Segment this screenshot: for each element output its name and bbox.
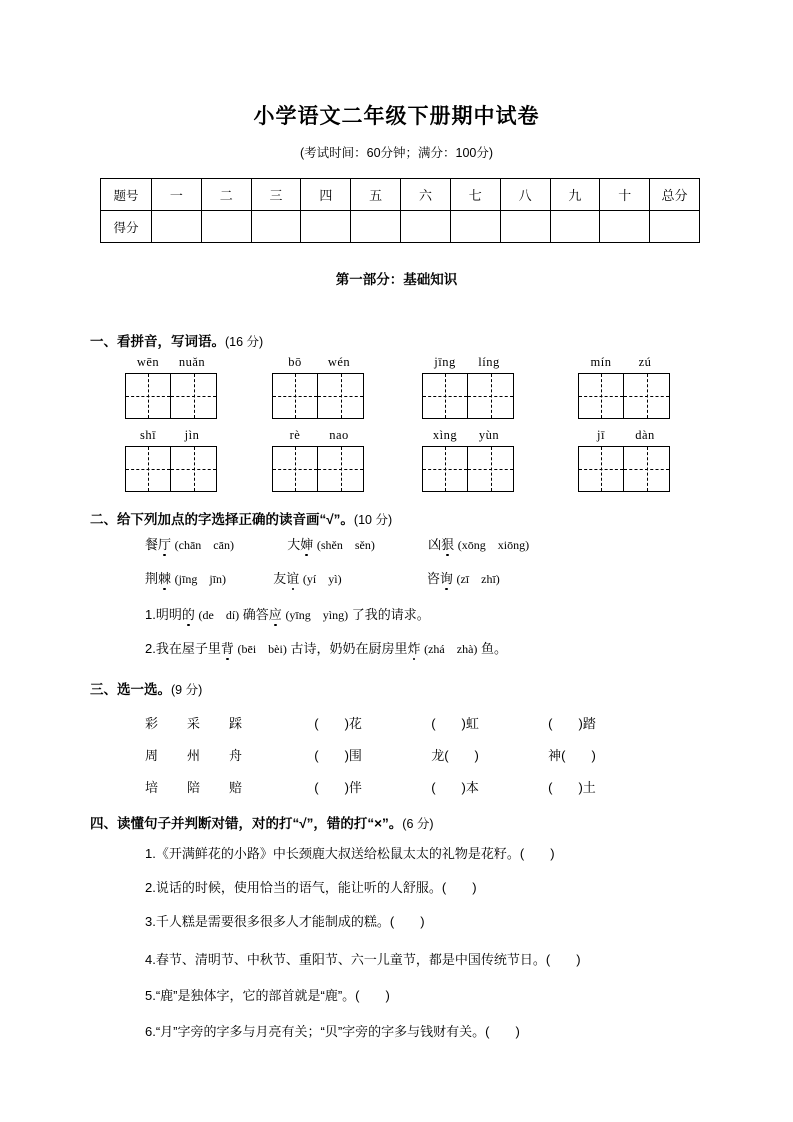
- pinyin-label-7: [422, 428, 514, 443]
- sentence-dot-char-2: 炸: [407, 638, 420, 657]
- section-two-points: (10 分): [353, 513, 393, 527]
- blank-group-5[interactable]: [431, 748, 479, 763]
- pinyin-syllable-2a: bō: [288, 355, 302, 369]
- sentence-dot-char-1: 的: [182, 604, 195, 623]
- word-item-xionghen: [428, 537, 529, 552]
- grid-cell[interactable]: [579, 447, 624, 491]
- blank-word: 伴: [348, 780, 362, 795]
- grid-cell[interactable]: [579, 374, 624, 418]
- score-cell-6[interactable]: [401, 211, 451, 243]
- grid-cell[interactable]: [423, 447, 468, 491]
- section-three-heading: [90, 678, 202, 698]
- score-table-col-6: 六: [401, 179, 451, 211]
- section-one-heading: [90, 330, 263, 350]
- item-number: 6.: [145, 1024, 156, 1039]
- score-cell-2[interactable]: [201, 211, 251, 243]
- score-cell-10[interactable]: [600, 211, 650, 243]
- item-number: 4.: [145, 952, 156, 967]
- section-one-points: (16 分): [225, 335, 264, 349]
- answer-blank[interactable]: ( ): [519, 846, 555, 861]
- char-option: 州: [187, 748, 201, 763]
- section-four-item-3: [145, 911, 425, 930]
- pinyin-syllable-4a: mín: [590, 355, 612, 369]
- section-four-item-6: [145, 1021, 520, 1040]
- char-option: 陪: [187, 780, 201, 795]
- writing-grid-6[interactable]: [272, 446, 364, 492]
- char-option: 周: [145, 748, 159, 763]
- pinyin-syllable-6b: nao: [329, 428, 349, 442]
- blank-group-2[interactable]: [431, 716, 479, 731]
- answer-blank[interactable]: ( ): [431, 780, 466, 795]
- blank-group-3[interactable]: [548, 716, 596, 731]
- exam-subtitle: (考试时间：60分钟；满分：100分): [299, 146, 494, 160]
- sentence-seg2: 确答: [242, 607, 269, 622]
- item-text: “鹿”是独体字，它的部首就是“鹿”。: [155, 988, 356, 1003]
- word-choices[interactable]: (jīng jīn): [174, 572, 226, 586]
- grid-cell[interactable]: [468, 374, 513, 418]
- pinyin-label-5: [125, 428, 217, 443]
- blank-word: 虹: [465, 716, 479, 731]
- score-table-col-3: 三: [251, 179, 301, 211]
- sentence-seg3: 鱼。: [481, 641, 508, 656]
- grid-cell[interactable]: [126, 447, 171, 491]
- section-two-sentence-2: [145, 638, 507, 657]
- score-cell-8[interactable]: [500, 211, 550, 243]
- answer-blank[interactable]: ( ): [485, 1024, 520, 1039]
- word-dot-char: 厅: [158, 534, 171, 553]
- sentence-choices-1[interactable]: (bēi bèi): [237, 642, 287, 656]
- pinyin-syllable-7b: yùn: [478, 428, 500, 442]
- score-cell-5[interactable]: [351, 211, 401, 243]
- sentence-number: 2.: [145, 641, 156, 656]
- score-table-col-8: 八: [500, 179, 550, 211]
- pinyin-syllable-6a: rè: [289, 428, 301, 442]
- section-four-points: (6 分): [402, 817, 434, 831]
- section-three-row-1: [145, 713, 596, 732]
- item-number: 2.: [145, 880, 156, 895]
- item-text: 千人糕是需要很多很多人才能制成的糕。: [155, 914, 390, 929]
- char-option: 采: [187, 716, 201, 731]
- word-pre: 大: [287, 537, 301, 552]
- score-table-col-7: 七: [450, 179, 500, 211]
- writing-grid-2[interactable]: [272, 373, 364, 419]
- score-table-col-total: 总分: [650, 179, 700, 211]
- section-four-item-1: [145, 843, 555, 862]
- section-two-word-row-1: [145, 534, 529, 553]
- pinyin-label-4: [578, 355, 670, 370]
- word-choices[interactable]: (shěn sěn): [316, 538, 375, 552]
- pinyin-syllable-3a: jīng: [434, 355, 456, 369]
- blank-word: 踏: [582, 716, 596, 731]
- sentence-choices-2[interactable]: (zhá zhà): [424, 642, 478, 656]
- grid-cell[interactable]: [624, 374, 669, 418]
- item-number: 5.: [145, 988, 156, 1003]
- score-table-row-label-score: 得分: [101, 211, 152, 243]
- grid-cell[interactable]: [171, 374, 216, 418]
- sentence-seg1: 明明: [155, 607, 182, 622]
- section-two-title: 二、给下列加点的字选择正确的读音画“√”。: [90, 512, 354, 527]
- sentence-choices-1[interactable]: (de dí): [198, 608, 240, 622]
- score-table-col-2: 二: [201, 179, 251, 211]
- sentence-seg1: 我在屋子里: [155, 641, 221, 656]
- answer-blank[interactable]: ( ): [314, 716, 349, 731]
- item-text: 说话的时候，使用恰当的语气，能让听的人舒服。: [155, 880, 442, 895]
- score-table-row-label: 题号: [101, 179, 152, 211]
- score-cell-3[interactable]: [251, 211, 301, 243]
- answer-blank[interactable]: ( ): [355, 988, 390, 1003]
- grid-cell[interactable]: [423, 374, 468, 418]
- section-two-heading: [90, 508, 392, 528]
- pinyin-group-1: [125, 355, 217, 419]
- char-option: 赔: [229, 780, 243, 795]
- score-table-col-5: 五: [351, 179, 401, 211]
- grid-cell[interactable]: [624, 447, 669, 491]
- pinyin-group-3: [422, 355, 514, 419]
- pinyin-group-7: [422, 428, 514, 492]
- score-table: [100, 178, 700, 243]
- word-item-youyi: [273, 571, 341, 586]
- sentence-number: 1.: [145, 607, 156, 622]
- answer-blank[interactable]: ( ): [548, 716, 583, 731]
- blank-group-7[interactable]: [314, 780, 362, 795]
- answer-blank[interactable]: ( ): [545, 952, 581, 967]
- writing-grid-8[interactable]: [578, 446, 670, 492]
- answer-blank[interactable]: ( ): [444, 748, 479, 763]
- pinyin-syllable-1a: wēn: [136, 355, 160, 369]
- pinyin-syllable-7a: xìng: [432, 428, 458, 442]
- blank-word: 土: [582, 780, 596, 795]
- blank-word: 龙: [431, 748, 445, 763]
- pinyin-syllable-2b: wén: [327, 355, 351, 369]
- answer-blank[interactable]: ( ): [561, 748, 596, 763]
- section-four-item-2: [145, 877, 477, 896]
- item-text: 春节、清明节、中秋节、重阳节、六一儿童节，都是中国传统节日。: [155, 952, 546, 967]
- part-one-heading: 第一部分：基础知识: [335, 272, 458, 287]
- writing-grid-1[interactable]: [125, 373, 217, 419]
- pinyin-syllable-5b: jìn: [184, 428, 200, 442]
- word-dot-char: 棘: [158, 568, 171, 587]
- blank-word: 本: [465, 780, 479, 795]
- grid-cell[interactable]: [273, 447, 318, 491]
- score-table-col-10: 十: [600, 179, 650, 211]
- word-choices[interactable]: (xōng xiōng): [457, 538, 530, 552]
- section-three-title: 三、选一选。: [90, 682, 171, 697]
- word-item-zixun: [427, 571, 500, 586]
- answer-blank[interactable]: ( ): [314, 748, 349, 763]
- word-item-jingji: [145, 571, 226, 586]
- table-row-header: [101, 179, 700, 211]
- pinyin-label-6: [272, 428, 364, 443]
- word-dot-char: 狠: [441, 534, 454, 553]
- word-pre: 咨: [426, 571, 440, 586]
- section-three-row-2: [145, 745, 596, 764]
- pinyin-syllable-1b: nuǎn: [178, 355, 206, 369]
- sentence-dot-char-1: 背: [221, 638, 234, 657]
- word-item-canting: [145, 537, 234, 552]
- score-cell-1[interactable]: [152, 211, 202, 243]
- item-number: 1.: [145, 846, 156, 861]
- word-pre: 友: [273, 571, 287, 586]
- score-cell-7[interactable]: [450, 211, 500, 243]
- word-choices[interactable]: (yí yì): [302, 572, 342, 586]
- grid-cell[interactable]: [318, 447, 363, 491]
- char-options-3: [145, 780, 271, 795]
- pinyin-label-2: [272, 355, 364, 370]
- pinyin-label-3: [422, 355, 514, 370]
- char-option: 培: [145, 780, 159, 795]
- pinyin-label-8: [578, 428, 670, 443]
- word-dot-char: 谊: [286, 568, 299, 587]
- pinyin-syllable-8b: dàn: [635, 428, 655, 442]
- writing-grid-7[interactable]: [422, 446, 514, 492]
- blank-group-6[interactable]: [548, 748, 596, 763]
- writing-grid-5[interactable]: [125, 446, 217, 492]
- grid-cell[interactable]: [468, 447, 513, 491]
- score-cell-9[interactable]: [550, 211, 600, 243]
- section-two-sentence-1: [145, 604, 430, 623]
- blank-group-9[interactable]: [548, 780, 596, 795]
- pinyin-group-6: [272, 428, 364, 492]
- pinyin-syllable-3b: líng: [478, 355, 500, 369]
- grid-cell[interactable]: [273, 374, 318, 418]
- word-pre: 凶: [428, 537, 442, 552]
- pinyin-group-4: [578, 355, 670, 419]
- pinyin-syllable-4b: zú: [638, 355, 652, 369]
- section-four-title: 四、读懂句子并判断对错，对的打“√”，错的打“×”。: [90, 816, 403, 831]
- char-options-2: [145, 748, 271, 763]
- word-dot-char: 询: [440, 568, 453, 587]
- char-option: 彩: [145, 716, 159, 731]
- table-row-score: [101, 211, 700, 243]
- item-text: 《开满鲜花的小路》中长颈鹿大叔送给松鼠太太的礼物是花籽。: [155, 846, 520, 861]
- section-one-title: 一、看拼音，写词语。: [90, 334, 225, 349]
- word-pre: 餐: [145, 537, 159, 552]
- score-table-col-9: 九: [550, 179, 600, 211]
- blank-group-4[interactable]: [314, 748, 362, 763]
- word-dot-char: 婶: [300, 534, 313, 553]
- pinyin-label-1: [125, 355, 217, 370]
- word-pre: 荆: [145, 571, 159, 586]
- answer-blank[interactable]: ( ): [431, 716, 466, 731]
- pinyin-group-5: [125, 428, 217, 492]
- answer-blank[interactable]: ( ): [389, 914, 425, 929]
- item-number: 3.: [145, 914, 156, 929]
- blank-group-8[interactable]: [431, 780, 479, 795]
- blank-group-1[interactable]: [314, 716, 362, 731]
- word-item-dashen: [287, 537, 375, 552]
- word-choices[interactable]: (zī zhī): [456, 572, 500, 586]
- section-two-word-row-2: [145, 568, 500, 587]
- grid-cell[interactable]: [171, 447, 216, 491]
- section-four-item-5: [145, 985, 390, 1004]
- section-four-heading: [90, 812, 434, 832]
- blank-word: 花: [348, 716, 362, 731]
- section-three-row-3: [145, 777, 596, 796]
- score-table-col-4: 四: [301, 179, 351, 211]
- item-text: “月”字旁的字多与月亮有关；“贝”字旁的字多与钱财有关。: [155, 1024, 486, 1039]
- section-four-item-4: [145, 949, 581, 968]
- score-cell-total[interactable]: [650, 211, 700, 243]
- sentence-seg3: 了我的请求。: [351, 607, 430, 622]
- answer-blank[interactable]: ( ): [314, 780, 349, 795]
- pinyin-group-2: [272, 355, 364, 419]
- writing-grid-4[interactable]: [578, 373, 670, 419]
- char-option: 舟: [229, 748, 243, 763]
- char-option: 踩: [229, 716, 243, 731]
- sentence-dot-char-2: 应: [269, 604, 282, 623]
- word-choices[interactable]: (chān cān): [174, 538, 234, 552]
- char-options-1: [145, 716, 271, 731]
- score-table-col-1: 一: [152, 179, 202, 211]
- blank-word: 围: [348, 748, 362, 763]
- pinyin-syllable-8a: jī: [597, 428, 605, 442]
- pinyin-syllable-5a: shī: [139, 428, 157, 442]
- answer-blank[interactable]: ( ): [548, 780, 583, 795]
- page-title: 小学语文二年级下册期中试卷: [253, 105, 540, 128]
- answer-blank[interactable]: ( ): [441, 880, 477, 895]
- grid-cell[interactable]: [318, 374, 363, 418]
- score-cell-4[interactable]: [301, 211, 351, 243]
- sentence-choices-2[interactable]: (yīng yìng): [285, 608, 349, 622]
- writing-grid-3[interactable]: [422, 373, 514, 419]
- section-three-points: (9 分): [171, 683, 203, 697]
- sentence-seg2: 古诗，奶奶在厨房里: [290, 641, 408, 656]
- grid-cell[interactable]: [126, 374, 171, 418]
- pinyin-group-8: [578, 428, 670, 492]
- blank-word: 神: [548, 748, 562, 763]
